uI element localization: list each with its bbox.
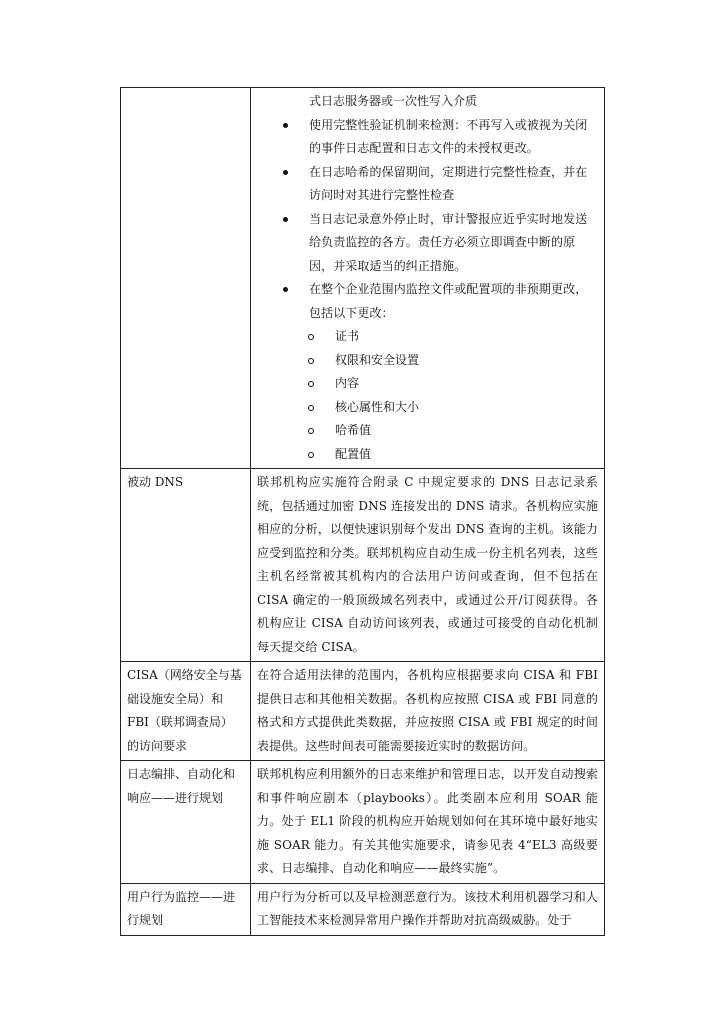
row-label-cell: 日志编排、自动化和响应——进行规划 (121, 761, 251, 884)
row-content-cell: 联邦机构应利用额外的日志来维护和管理日志，以开发自动搜索和事件响应剧本（playbooks）。此类剧本应利用 SOAR 能力。处于 EL1 阶段的机构应开始规划如何在其环境中最好地实施 SOAR 能力。有关其他实施要求，请参见表 4“EL3 高级要求、日志编排、自动化和响应——最终实施”。 (251, 761, 605, 884)
row-label-cell (121, 88, 251, 469)
circle-bullet-icon (308, 428, 314, 434)
continuation-text: 式日志服务器或一次性写入介质 (309, 94, 478, 108)
sub-list-item: 哈希值 (257, 419, 598, 443)
bullet-icon (283, 217, 288, 222)
row-content-cell: 联邦机构应实施符合附录 C 中规定要求的 DNS 日志记录系统，包括通过加密 DNS 连接发出的 DNS 请求。各机构应实施相应的分析，以便快速识别每个发出 DNS 查询的主机。该能力应受到监控和分类。联邦机构应自动生成一份主机名列表，这些主机名经常被其机构内的合法用户访问或查询，但不包括在 CISA 确定的一般顶级域名列表中，或通过公开/订阅获得。各机构应让 CISA 自动访问该列表，或通过可接受的自动化机制每天提交给 CISA。 (251, 469, 605, 662)
row-label-cell: CISA（网络安全与基础设施安全局）和 FBI（联邦调查局）的访问要求 (121, 662, 251, 761)
sub-list-item: 配置值 (257, 443, 598, 467)
circle-bullet-icon (308, 452, 314, 458)
sub-list-item: 证书 (257, 325, 598, 349)
row-label-cell: 用户行为监控——进行规划 (121, 883, 251, 935)
bullet-icon (283, 287, 288, 292)
bullet-icon (283, 123, 288, 128)
sub-list-item: 权限和安全设置 (257, 349, 598, 373)
list-item: 使用完整性验证机制来检测：不再写入或被视为关闭的事件日志配置和日志文件的未授权更改。 (257, 114, 598, 161)
sub-list-item: 内容 (257, 372, 598, 396)
row-label-cell: 被动 DNS (121, 469, 251, 662)
circle-bullet-icon (308, 334, 314, 340)
sub-list (257, 325, 598, 466)
row-content-cell: 用户行为分析可以及早检测恶意行为。该技术利用机器学习和人工智能技术来检测异常用户操作并帮助对抗高级威胁。处于 (251, 883, 605, 935)
circle-bullet-icon (308, 358, 314, 364)
row-content-cell: 在符合适用法律的范围内，各机构应根据要求向 CISA 和 FBI 提供日志和其他相关数据。各机构应按照 CISA 或 FBI 同意的格式和方式提供此类数据，并应按照 CISA 或 FBI 规定的时间表提供。这些时间表可能需要接近实时的数据访问。 (251, 662, 605, 761)
circle-bullet-icon (308, 381, 314, 387)
list-item: 在整个企业范围内监控文件或配置项的非预期更改，包括以下更改： (257, 278, 598, 325)
bullet-list (257, 114, 598, 326)
table-row (121, 88, 605, 469)
table-row (121, 883, 605, 935)
table-row (121, 469, 605, 662)
circle-bullet-icon (308, 405, 314, 411)
row-content-cell (251, 88, 605, 469)
list-item: 当日志记录意外停止时，审计警报应近乎实时地发送给负责监控的各方。责任方必须立即调查中断的原因，并采取适当的纠正措施。 (257, 208, 598, 279)
sub-list-item: 核心属性和大小 (257, 396, 598, 420)
list-item: 在日志哈希的保留期间，定期进行完整性检查，并在访问时对其进行完整性检查 (257, 161, 598, 208)
table-row (121, 662, 605, 761)
requirements-table (120, 87, 605, 936)
table-row (121, 761, 605, 884)
bullet-icon (283, 170, 288, 175)
